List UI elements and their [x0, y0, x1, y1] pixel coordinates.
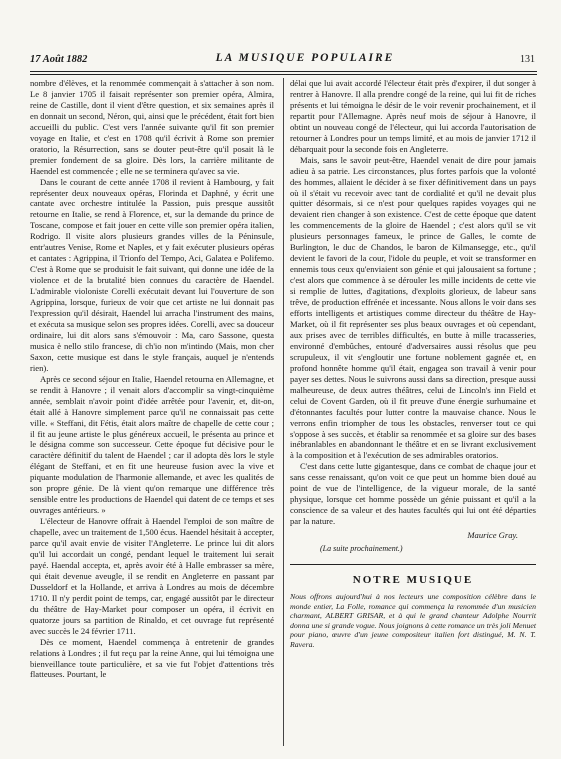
music-section-title: NOTRE MUSIQUE [352, 573, 474, 586]
issue-date: 17 Août 1882 [30, 54, 88, 65]
paragraph: C'est dans cette lutte gigantesque, dans ce combat de chaque jour et sans cesse renaissant, qu'on voit ce que peut un homme bien doué au point de vue de l'intelligence, de la vigueur morale, de la santé physique, lorsque cet homme possède un génie puissant et qu'il a la conscience de sa valeur et des hautes facultés qui lui ont été départies par la nature. [290, 461, 536, 527]
music-section-text: Nous offrons aujourd'hui à nos lecteurs une composition célèbre dans le monde entier, La Folle, romance qui commença la renommée d'un musicien charmant, ALBERT GRISAR, et à qui le grand chanteur Adolphe Nourrit donna une si grande vogue. Nous joignons à cette romance un très joli Menuet pour piano, œuvre d'un jeune compositeur italien fort distingué, M. N. T. Ravera. [290, 591, 536, 649]
right-column [290, 78, 536, 650]
paragraph: Dès ce moment, Haendel commença à entretenir de grandes relations à Londres ; il fut reçu par la reine Anne, qui lui témoigna une bienveillance toute particulière, et sa vie fut l'objet d'attentions très flatteuses. Pourtant, le [30, 636, 274, 680]
paragraph: L'électeur de Hanovre offrait à Haendel l'emploi de son maître de chapelle, avec un traitement de 1,500 écus. Haendel hésitait à accepter, parce qu'il avait envie de visiter l'Angleterre. Le prince lui dit alors qu'il lui accordait un congé, pendant lequel le traitement lui serait payé. Haendal accepta, et, après avoir été à Halle embrasser sa mère, qui était devenue aveugle, il se rendit en Angleterre en passant par Dusseldorf et la Hollande, et arriva à Londres au mois de décembre 1710. Il n'y perdit point de temps, car, engagé aussitôt par le directeur du théâtre de Hay-Market pour composer un opéra, il écrivit en quatorze jours sa partition de Rinaldo, et cet ouvrage fut représenté avec succès le 24 février 1711. [30, 516, 274, 636]
paragraph: Dans le courant de cette année 1708 il revient à Hambourg, y fait représenter deux nouveaux opéras, Florinda et Daphné, y écrit une cantate avec orchestre intitulée la Passion, puis presque aussitôt retourne en Italie, se rend à Florence, et, sur la demande du prince de Toscane, compose et fait jouer en cette ville son premier opéra italien, Rodrigo. Il visite alors plusieurs grandes villes de la Péninsule, entr'autres Venise, Rome et Naples, et y fait exécuter plusieurs opéras et cantates : Agrippina, il Trionfo del Tempo, Aci, Galatea e Polifemo. C'est à Rome que se produisit le fait suivant, qui donne une idée de la violence et de la brutalité bien connues du caractère de Haendel. L'admirable violoniste Corelli exécutait devant lui l'ouverture de son Agrippina, lorsque, furieux de voir que cet artiste ne lui donnait pas l'expression qu'il désirait, Haendel lui arracha l'instrument des mains, et exécuta sa musique selon ses propres idées. Corelli, avec sa douceur ordinaire, lui dit alors sans s'émouvoir : Ma, caro Sassone, questa musica è nello stilo francese, di ch'io non m'intindo (Mais, mon cher Saxon, cette musique est dans le style français, auquel je n'entends rien). [30, 176, 274, 373]
paragraph: Après ce second séjour en Italie, Haendel retourna en Allemagne, et se rendit à Hanovre ; il venait alors d'accomplir sa vingt-cinquième année, semblait n'avoir point d'idée arrêtée pour l'avenir, et, dit-on, était allé à Hanovre simplement parce qu'il ne connaissait pas cette ville. « Steffani, dit Fétis, était alors maître de chapelle de cette cour ; il fit au jeune artiste le plus généreux accueil, le présenta au prince et le désigna comme son successeur. Cette époque fut décisive pour le caractère définitif du talent de Haendel ; car il adopta dès lors le style élégant de Steffani, et en fit une heureuse fusion avec la vive et piquante modulation de l'harmonie allemande, et avec les qualités de son propre génie. De là vient qu'on remarque une différence très sensible entre les productions de Haendel qui datent de ce temps et ses ouvrages antérieurs. » [30, 373, 274, 516]
column-divider [283, 78, 284, 746]
paragraph: délai que lui avait accordé l'électeur était près d'expirer, il dut songer à rentrer à Hanovre. Il alla prendre congé de la reine, qui lui fit de riches présents et lui témoigna le désir de le voir revenir prochainement, et il repartit pour l'Allemagne. Après neuf mois de séjour à Hanovre, il obtint un nouveau congé de l'électeur, qui lui accorda l'autorisation de retourner à Londres pour un temps limité, et au mois de janvier 1712 il débarquait pour la seconde fois en Angleterre. [290, 78, 536, 154]
paragraph: Mais, sans le savoir peut-être, Haendel venait de dire pour jamais adieu à sa patrie. Les circonstances, plus fortes parfois que la volonté des hommes, allaient le décider à se fixer définitivement dans un pays où il s'était vu recevoir avec tant de cordialité et qu'il ne devait plus quitter désormais, si ce n'est pour quelques rapides voyages qui ne devaient rien changer à son existence. C'est de cette époque que datent les commencements de la gloire de Haendel ; c'est alors qu'il se vit plusieurs personnages fameux, le prince de Galles, le comte de Burlington, le duc de Chandos, le baron de Kilmansegge, etc., qu'il devient le favori de la cour, l'idole du peuple, et voit se transformer en ennemis tous ceux qu'enviaient son génie et qui jalousaient sa fortune ; c'est alors que commence à se dérouler les mille incidents de cette vie si remplie de luttes, d'agitations, d'exploits glorieux, de labeur sans trêve, de production effrénée et incessante. Nous allons le voir dans ses efforts intelligents et artistiques comme directeur du théâtre de Hay-Market, où il fit représenter ses plus beaux ouvrages et où cependant, aux prises avec de terribles difficultés, en butte à mille tracasseries, environné d'embûches, entouré d'adversaires aussi résolus que peu scrupuleux, il vit s'engloutir une fortune noblement gagnée et, en profond honnête homme qu'il était, engagea son travail à venir pour payer ses dettes. Nous le suivrons aussi dans sa direction, presque aussi malheureuse, de deux autres théâtres, celui de Lincoln's inn Field et celui de Covent Garden, où il fit preuve d'une énergie surhumaine et d'étonnantes facultés pour lutter contre la mauvaise chance. Nous le verrons enfin triompher de tous les obstacles, renverser tout ce qui s'oppose à ses succès, et établir sa renommée et sa gloire sur des bases inébranlables en abandonnant le théâtre et en se livrant exclusivement à la composition et à l'exécution de ses admirables oratorios. [290, 154, 536, 461]
header-rule [30, 71, 537, 72]
publication-title: LA MUSIQUE POPULAIRE [215, 52, 395, 64]
continuation-note: (La suite prochainement.) [320, 544, 403, 554]
section-divider [290, 564, 536, 565]
left-column [30, 78, 274, 680]
author-signature: Maurice Gray. [467, 530, 518, 541]
header-rule-thin [30, 74, 537, 75]
paragraph: nombre d'élèves, et la renommée commençait à s'attacher à son nom. Le 8 janvier 1705 il faisait représenter son premier opéra, Almira, reine de Castille, dont il vient d'être question, et six semaines après il en donnait un second, Néron, qui, ainsi que le précédent, était fort bien accueilli du public. C'est vers l'année suivante qu'il fit son premier voyage en Italie, et c'est en 1708 qu'il écrivit à Rome son premier oratorio, la Résurrection, sans se douter peut-être qu'il posait là le premier fondement de sa gloire. Dès lors, la carrière militante de Haendel est commencée ; elle ne se terminera qu'avec sa vie. [30, 78, 274, 176]
page-number: 131 [520, 54, 535, 65]
